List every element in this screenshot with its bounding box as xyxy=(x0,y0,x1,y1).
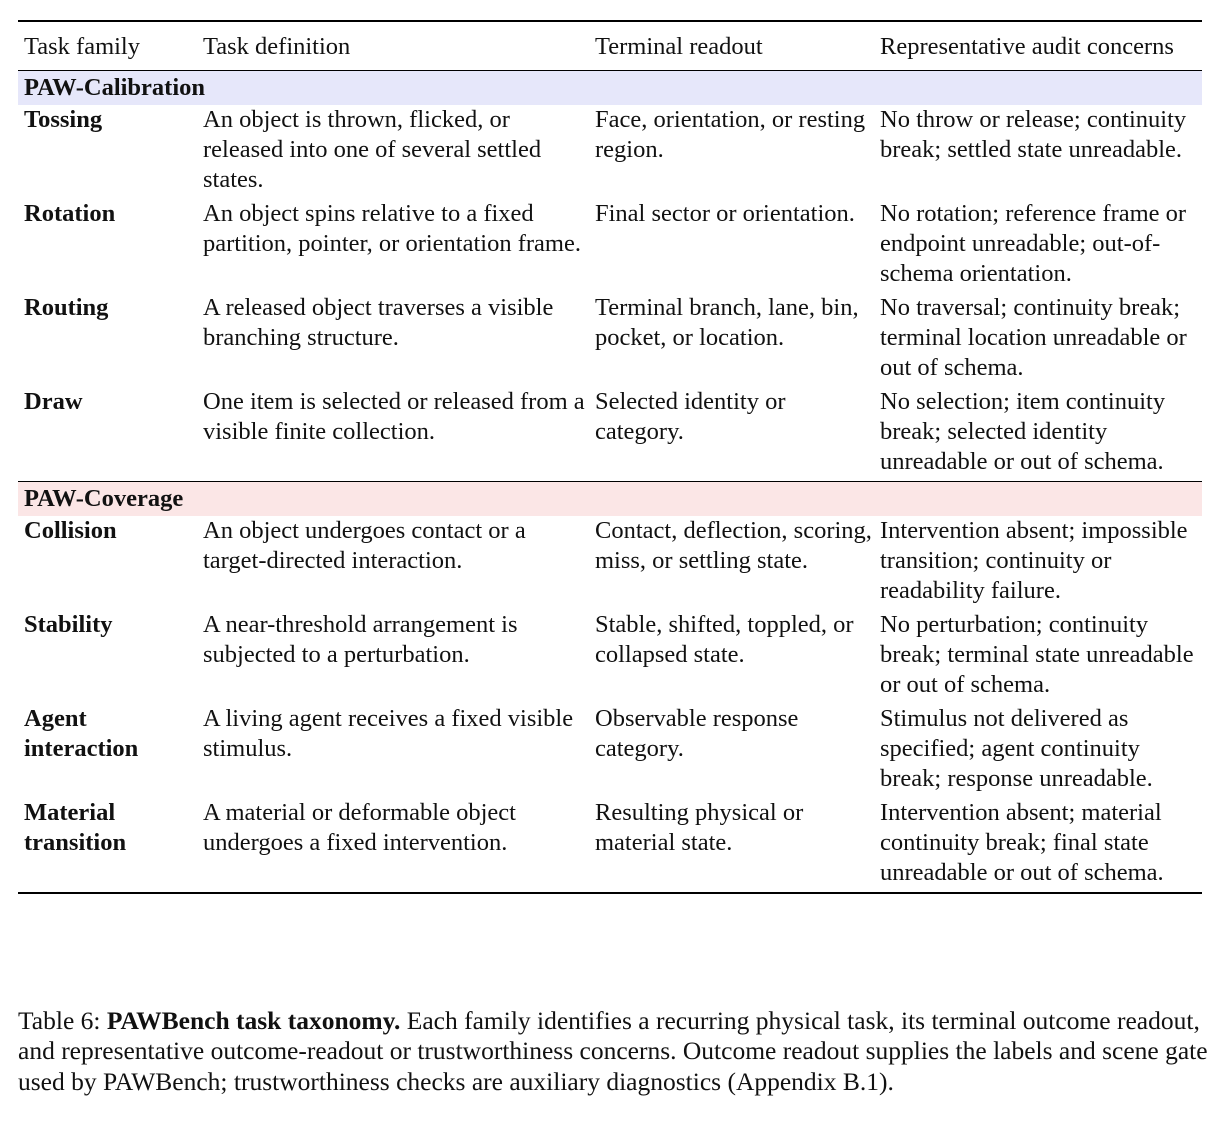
task-family-cell: Draw xyxy=(24,388,83,415)
audit-concerns-cell: Intervention absent; material continuity break; final state unreadable or out of schema. xyxy=(880,799,1164,886)
audit-concerns-cell: Stimulus not delivered as specified; agent continuity break; response unreadable. xyxy=(880,705,1153,792)
caption-label: Table 6: xyxy=(18,1005,101,1035)
task-family-cell: Rotation xyxy=(24,200,116,227)
task-definition-cell: An object is thrown, flicked, or released into one of several settled states. xyxy=(203,106,542,193)
section-row-coverage xyxy=(18,482,1202,516)
table-row xyxy=(18,610,1202,704)
task-definition-cell: A living agent receives a fixed visible stimulus. xyxy=(203,705,574,762)
task-taxonomy-table xyxy=(18,20,1202,894)
table-row xyxy=(18,293,1202,387)
table-row xyxy=(18,387,1202,482)
header-terminal-readout: Terminal readout xyxy=(589,21,874,71)
task-family-cell: Routing xyxy=(24,294,109,321)
terminal-readout-cell: Resulting physical or material state. xyxy=(595,799,804,856)
terminal-readout-cell: Observable response category. xyxy=(595,705,799,762)
terminal-readout-cell: Selected identity or category. xyxy=(595,388,786,445)
task-family-cell: Tossing xyxy=(24,106,103,133)
table-row xyxy=(18,704,1202,798)
table-row xyxy=(18,798,1202,893)
task-definition-cell: A material or deformable object undergoes a fixed intervention. xyxy=(203,799,516,856)
task-definition-cell: A released object traverses a visible branching structure. xyxy=(203,294,554,351)
table-row xyxy=(18,105,1202,199)
task-definition-cell: A near-threshold arrangement is subjected to a perturbation. xyxy=(203,611,518,668)
audit-concerns-cell: Intervention absent; impossible transition; continuity or readability failure. xyxy=(880,517,1188,604)
caption-text: Each family identifies a recurring physical task, its terminal outcome readout, and representative outcome-readout or trustworthiness concerns. Outcome readout supplies the labels and scene gate used by PAWBench; trustworthiness checks are auxiliary diagnostics (Appendix B.1). xyxy=(18,1005,1208,1096)
header-row xyxy=(18,21,1202,71)
task-definition-cell: One item is selected or released from a visible finite collection. xyxy=(203,388,585,445)
audit-concerns-cell: No rotation; reference frame or endpoint unreadable; out-of-schema orientation. xyxy=(880,200,1187,287)
task-family-cell: Stability xyxy=(24,611,113,638)
task-definition-cell: An object undergoes contact or a target-directed interaction. xyxy=(203,517,526,574)
task-family-cell: Collision xyxy=(24,517,117,544)
task-definition-cell: An object spins relative to a fixed partition, pointer, or orientation frame. xyxy=(203,200,581,257)
table-caption xyxy=(18,1006,1208,1098)
task-family-cell: Material transition xyxy=(24,799,127,856)
terminal-readout-cell: Face, orientation, or resting region. xyxy=(595,106,866,163)
header-audit-concerns: Representative audit concerns xyxy=(874,21,1202,71)
audit-concerns-cell: No throw or release; continuity break; settled state unreadable. xyxy=(880,106,1187,163)
table-row xyxy=(18,199,1202,293)
section-title: PAW-Calibration xyxy=(18,71,1202,106)
terminal-readout-cell: Terminal branch, lane, bin, pocket, or location. xyxy=(595,294,859,351)
audit-concerns-cell: No traversal; continuity break; terminal location unreadable or out of schema. xyxy=(880,294,1187,381)
section-row-calibration xyxy=(18,71,1202,106)
audit-concerns-cell: No perturbation; continuity break; terminal state unreadable or out of schema. xyxy=(880,611,1194,698)
terminal-readout-cell: Contact, deflection, scoring, miss, or settling state. xyxy=(595,517,872,574)
section-title: PAW-Coverage xyxy=(18,482,1202,516)
header-task-family: Task family xyxy=(18,21,197,71)
table-row xyxy=(18,516,1202,610)
header-task-definition: Task definition xyxy=(197,21,589,71)
audit-concerns-cell: No selection; item continuity break; selected identity unreadable or out of schema. xyxy=(880,388,1166,475)
terminal-readout-cell: Stable, shifted, toppled, or collapsed state. xyxy=(595,611,854,668)
caption-title: PAWBench task taxonomy. xyxy=(106,1005,401,1035)
task-family-cell: Agent interaction xyxy=(24,705,139,762)
terminal-readout-cell: Final sector or orientation. xyxy=(595,200,855,227)
